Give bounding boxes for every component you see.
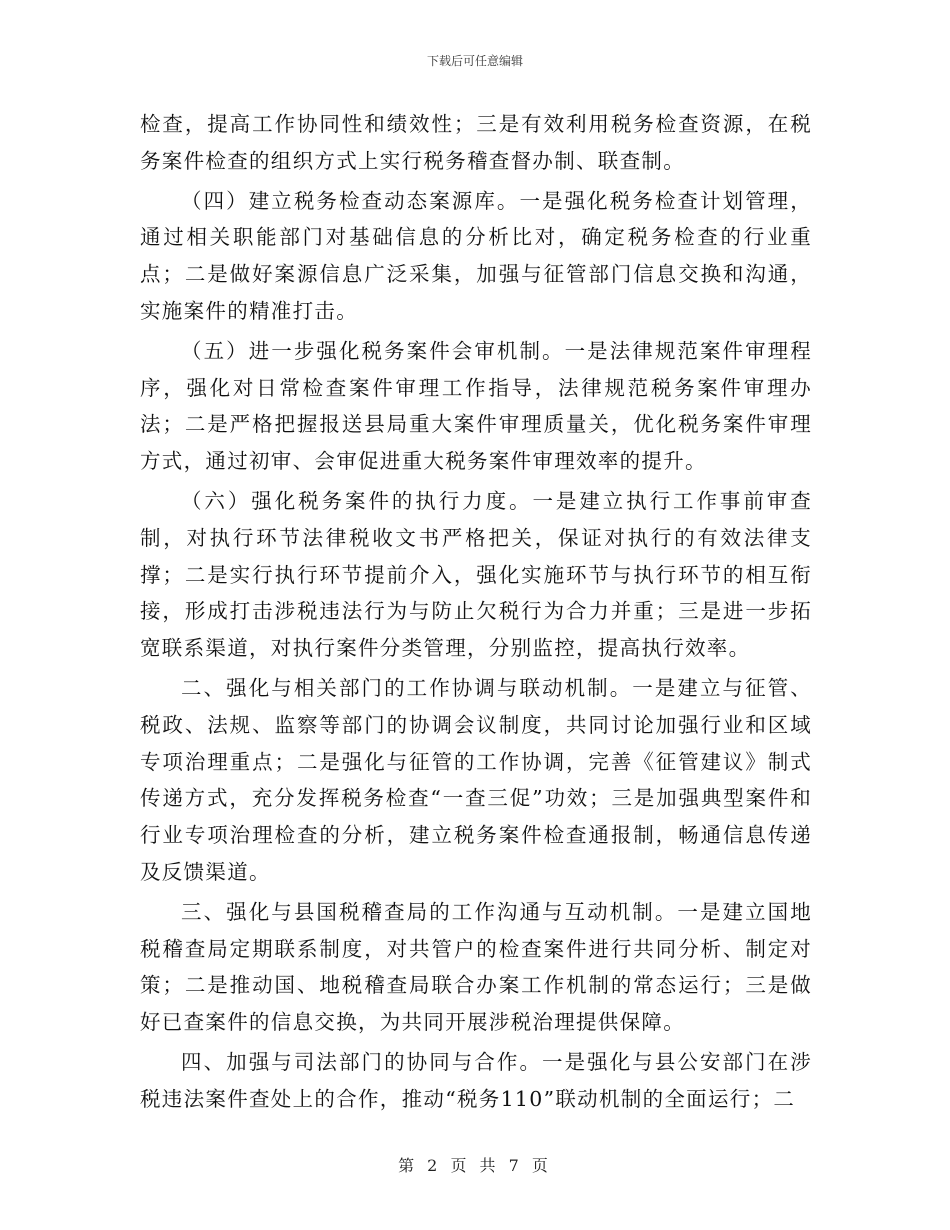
page-number: 第 2 页 共 7 页 (398, 1156, 552, 1175)
header-note: 下载后可任意编辑 (426, 54, 523, 68)
paragraph-2: （四）建立税务检查动态案源库。一是强化税务检查计划管理，通过相关职能部门对基础信息的分析比对，确定税务检查的行业重点；二是做好案源信息广泛采集，加强与征管部门信息交换和沟通，实施案件的精准打击。 (140, 188, 812, 323)
paragraph-1: 检查，提高工作协同性和绩效性；三是有效利用税务检查资源，在税务案件检查的组织方式上实行税务稽查督办制、联查制。 (140, 112, 812, 173)
paragraph-5: 二、强化与相关部门的工作协调与联动机制。一是建立与征管、税政、法规、监察等部门的协调会议制度，共同讨论加强行业和区域专项治理重点；二是强化与征管的工作协调，完善《征管建议》制式传递方式，充分发挥税务检查“一查三促”功效；三是加强典型案件和行业专项治理检查的分析，建立税务案件检查通报制，畅通信息传递及反馈渠道。 (140, 675, 812, 884)
paragraph-3: （五）进一步强化税务案件会审机制。一是法律规范案件审理程序，强化对日常检查案件审理工作指导，法律规范税务案件审理办法；二是严格把握报送县局重大案件审理质量关，优化税务案件审理方式，通过初审、会审促进重大税务案件审理效率的提升。 (140, 338, 812, 474)
paragraph-4: （六）强化税务案件的执行力度。一是建立执行工作事前审查制，对执行环节法律税收文书严格把关，保证对执行的有效法律支撑；二是实行执行环节提前介入，强化实施环节与执行环节的相互衔接，形成打击涉税违法行为与防止欠税行为合力并重；三是进一步拓宽联系渠道，对执行案件分类管理，分别监控，提高执行效率。 (140, 488, 812, 661)
paragraph-6: 三、强化与县国税稽查局的工作沟通与互动机制。一是建立国地税稽查局定期联系制度，对共管户的检查案件进行共同分析、制定对策；二是推动国、地税稽查局联合办案工作机制的常态运行；三是做好已查案件的信息交换，为共同开展涉税治理提供保障。 (140, 899, 812, 1035)
document-body (140, 106, 812, 1118)
paragraph-7: 四、加强与司法部门的协同与合作。一是强化与县公安部门在涉税违法案件查处上的合作，推动“税务110”联动机制的全面运行；二 (140, 1049, 812, 1111)
